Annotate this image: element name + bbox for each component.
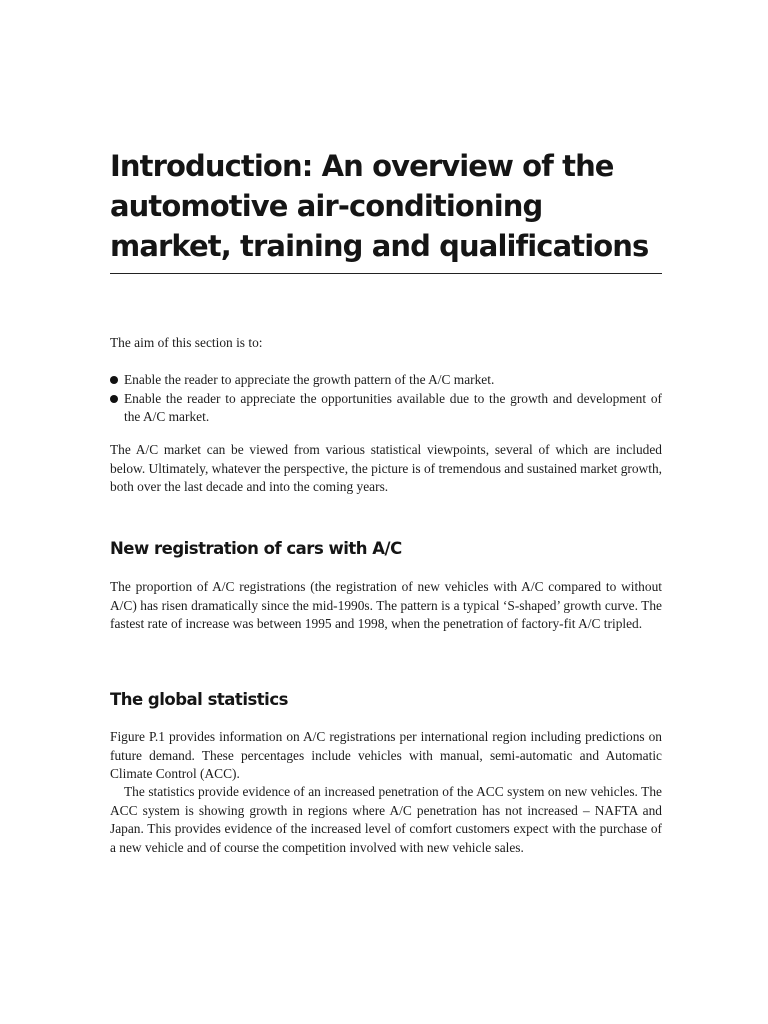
list-item (110, 371, 662, 390)
section-heading-global-statistics: The global statistics (110, 690, 288, 709)
bullet-icon (110, 395, 118, 403)
bullet-text: Enable the reader to appreciate the opportunities available due to the growth and development of the A/C market. (124, 390, 662, 424)
market-paragraph: The A/C market can be viewed from various statistical viewpoints, several of which are included below. Ultimately, whatever the perspective, the picture is of tremendous and sustained market growth, both over the last decade and into the coming years. (110, 442, 662, 494)
list-item (110, 390, 662, 427)
chapter-title: Introduction: An overview of the automotive air-conditioning market, training and qualifications (110, 149, 649, 263)
aim-intro: The aim of this section is to: (110, 335, 263, 350)
new-registration-paragraph: The proportion of A/C registrations (the registration of new vehicles with A/C compared to without A/C) has risen dramatically since the mid-1990s. The pattern is a typical ‘S-shaped’ growth curve. The fastest rate of increase was between 1995 and 1998, when the penetration of factory-fit A/C tripled. (110, 579, 662, 631)
section-heading-new-registration: New registration of cars with A/C (110, 539, 402, 558)
global-statistics-paragraph-2: The statistics provide evidence of an increased penetration of the ACC system on new vehicles. The ACC system is showing growth in regions where A/C penetration has not increased – NAFTA and Japan. This provides evidence of the increased level of comfort customers expect with the purchase of a new vehicle and of course the competition involved with new vehicle sales. (110, 784, 662, 855)
bullet-icon (110, 376, 118, 384)
title-divider (110, 273, 662, 274)
aim-bullet-list (110, 371, 662, 427)
bullet-text: Enable the reader to appreciate the growth pattern of the A/C market. (124, 372, 495, 387)
global-statistics-paragraph-1: Figure P.1 provides information on A/C registrations per international region including predictions on future demand. These percentages include vehicles with manual, semi-automatic and Automatic Climate Control (ACC). (110, 729, 662, 781)
